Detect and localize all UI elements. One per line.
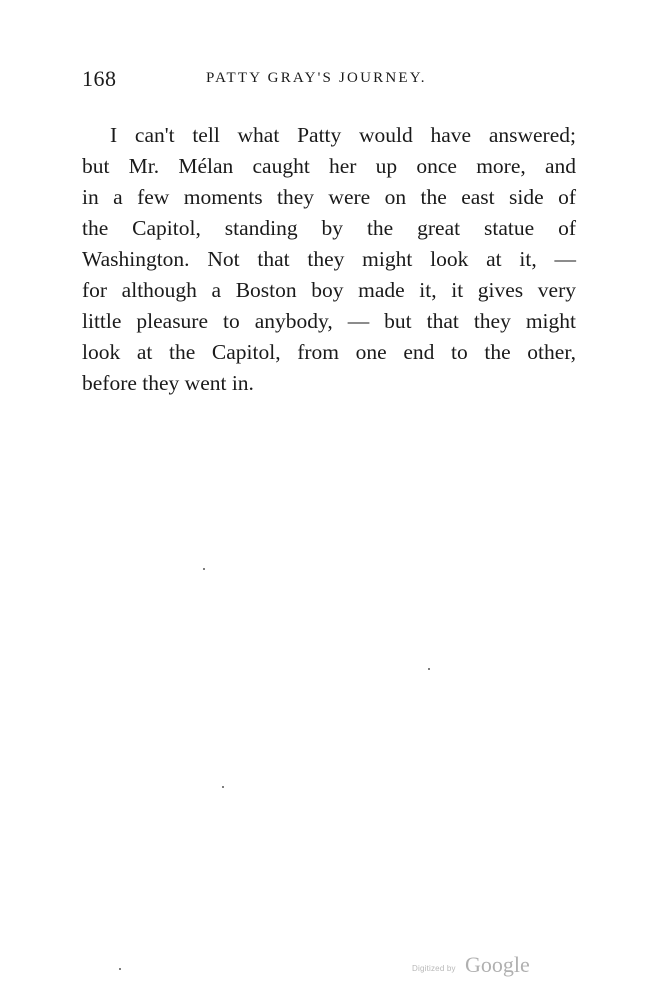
- text-line: but Mr. Mélan caught her up once more, and: [82, 154, 576, 178]
- page-number: 168: [82, 66, 117, 91]
- paper-speck: [203, 568, 205, 570]
- running-head: [82, 66, 572, 92]
- digitization-watermark: [412, 954, 552, 978]
- paper-speck: [119, 968, 121, 970]
- text-line: I can't tell what Patty would have answered;: [110, 123, 576, 147]
- text-line: in a few moments they were on the east side of: [82, 185, 576, 209]
- watermark-prefix: Digitized by: [412, 964, 456, 973]
- text-line: the Capitol, standing by the great statue of: [82, 216, 576, 240]
- text-line: little pleasure to anybody, — but that they might: [82, 309, 576, 333]
- text-line: for although a Boston boy made it, it gives very: [82, 278, 576, 302]
- text-line: look at the Capitol, from one end to the other,: [82, 340, 576, 364]
- text-line: Washington. Not that they might look at it, —: [82, 247, 576, 271]
- body-paragraph: [82, 120, 576, 399]
- paper-speck: [222, 786, 224, 788]
- running-title: PATTY GRAY'S JOURNEY.: [206, 70, 427, 86]
- paper-speck: [428, 668, 430, 670]
- text-line: before they went in.: [82, 371, 254, 395]
- watermark-brand: Google: [465, 952, 530, 977]
